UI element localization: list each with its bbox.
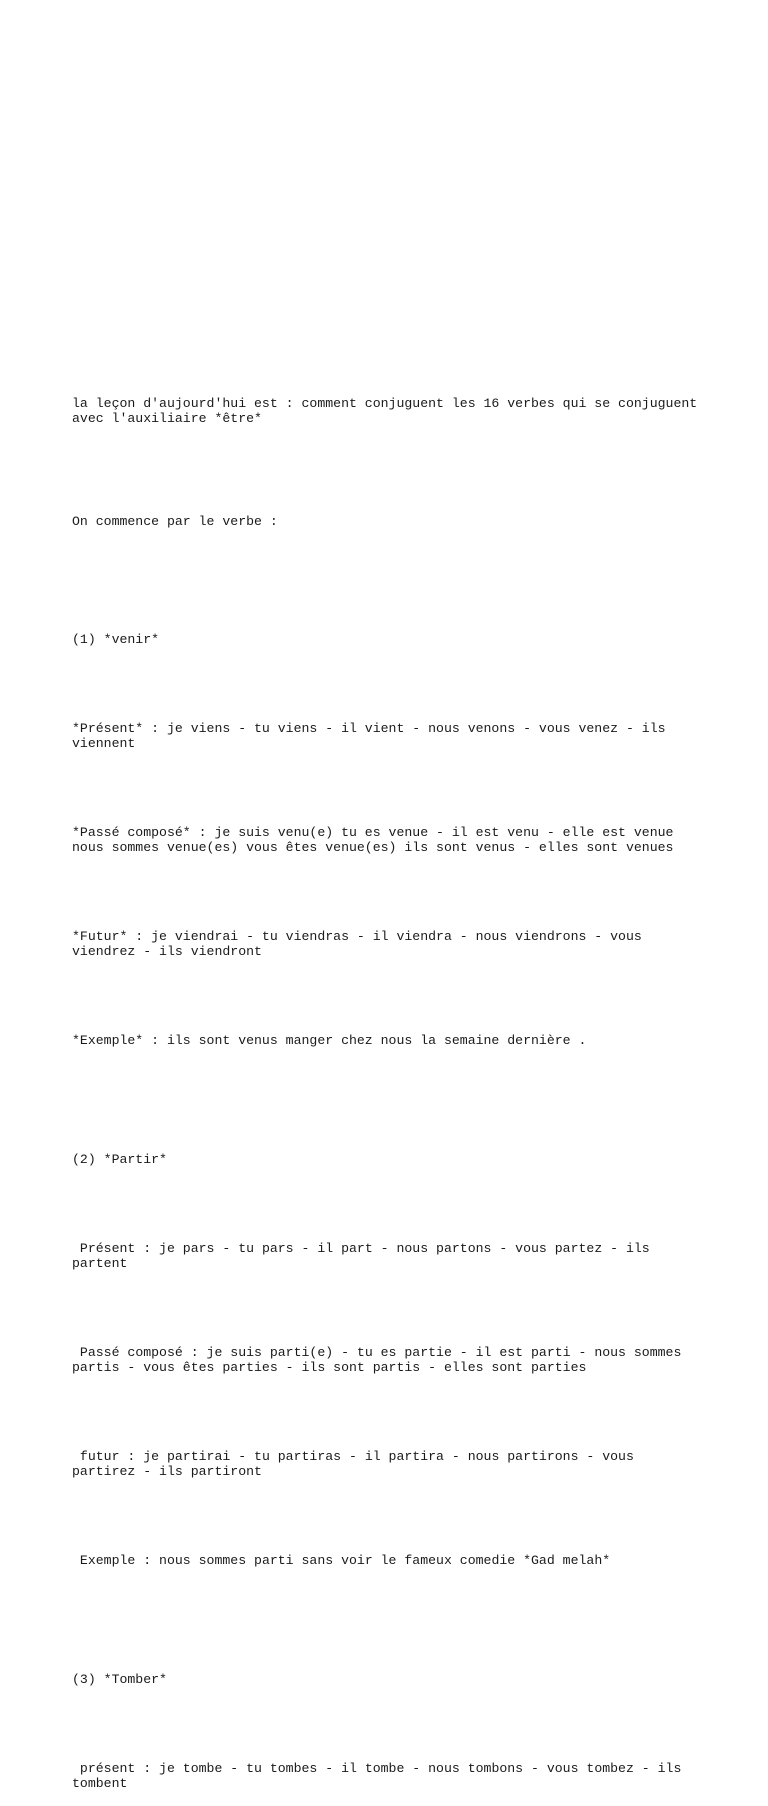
intro-paragraph: la leçon d'aujourd'hui est : comment conjuguent les 16 verbes qui se conjuguent avec l'auxiliaire *être* (72, 396, 706, 426)
verb-passe-compose: Passé composé : je suis parti(e) - tu es partie - il est parti - nous sommes partis - vous êtes parties - ils sont partis - elles sont parties (72, 1345, 690, 1375)
verb-heading: (2) *Partir* (72, 1152, 167, 1167)
verb-exemple: *Exemple* : ils sont venus manger chez nous la semaine dernière . (72, 1033, 587, 1048)
verb-futur: *Futur* : je viendrai - tu viendras - il viendra - nous viendrons - vous viendrez - ils viendront (72, 929, 650, 959)
verb-present: *Présent* : je viens - tu viens - il vient - nous venons - vous venez - ils viennent (72, 721, 674, 751)
verb-heading: (1) *venir* (72, 632, 160, 647)
verb-passe-compose: *Passé composé* : je suis venu(e) tu es venue - il est venu - elle est venue nous sommes venue(es) vous êtes venue(es) ils sont venus - elles sont venues (72, 825, 682, 855)
start-paragraph: On commence par le verbe : (72, 514, 278, 529)
verb-futur: futur : je partirai - tu partiras - il partira - nous partirons - vous partirez - ils partiront (72, 1449, 642, 1479)
verb-present: Présent : je pars - tu pars - il part - nous partons - vous partez - ils partent (72, 1241, 658, 1271)
verb-present: présent : je tombe - tu tombes - il tombe - nous tombons - vous tombez - ils tombent (72, 1761, 690, 1791)
verb-heading: (3) *Tomber* (72, 1672, 167, 1687)
document-body (72, 366, 706, 1806)
verb-exemple: Exemple : nous sommes parti sans voir le fameux comedie *Gad melah* (72, 1553, 611, 1568)
